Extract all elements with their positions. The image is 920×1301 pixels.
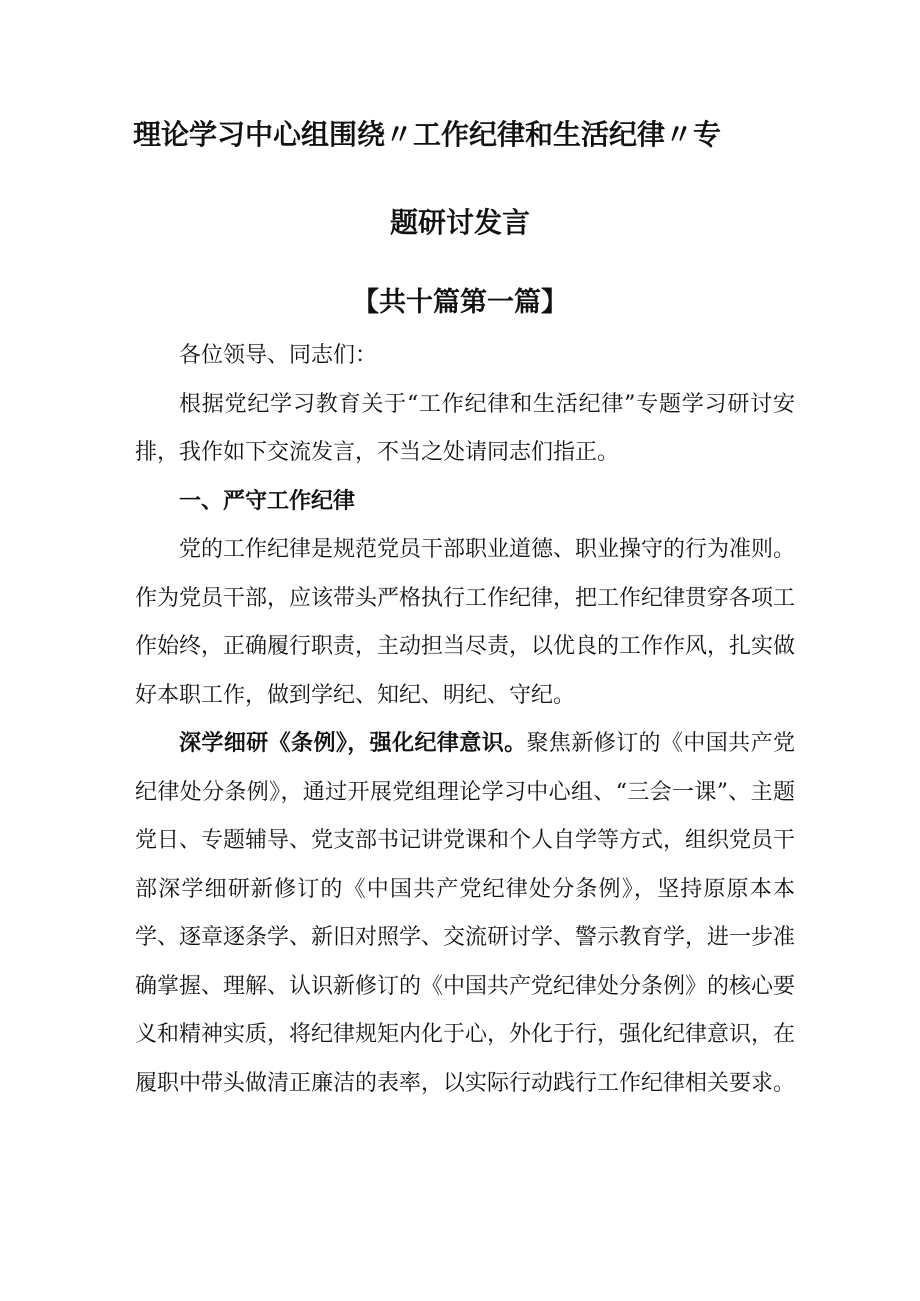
- salutation: 各位领导、同志们：: [179, 343, 378, 368]
- document-title-line-1: 理论学习中心组围绕〃工作纪律和生活纪律〃专: [133, 118, 722, 151]
- intro-paragraph: 根据党纪学习教育关于“工作纪律和生活纪律”专题学习研讨安排，我作如下交流发言，不当之处请同志们指正。: [135, 391, 795, 465]
- paragraph-lead-sentence: 深学细研《条例》，强化纪律意识。: [179, 731, 527, 756]
- document-title-line-2: 题研讨发言: [389, 206, 530, 239]
- paragraph-body-text: 聚焦新修订的《中国共产党纪律处分条例》，通过开展党组理论学习中心组、“三会一课”、主题党日、专题辅导、党支部书记讲党课和个人自学等方式，组织党员干部深学细研新修订的《中国共产党纪律处分条例》，坚持原原本本学、逐章逐条学、新旧对照学、交流研讨学、警示教育学，进一步准确掌握、理解、认识新修订的《中国共产党纪律处分条例》的核心要义和精神实质，将纪律规矩内化于心，外化于行，强化纪律意识，在履职中带头做清正廉洁的表率，以实际行动践行工作纪律相关要求。: [135, 731, 796, 1096]
- section-paragraph-1: 党的工作纪律是规范党员干部职业道德、职业操守的行为准则。作为党员干部，应该带头严格执行工作纪律，把工作纪律贯穿各项工作始终，正确履行职责，主动担当尽责，以优良的工作作风，扎实做好本职工作，做到学纪、知纪、明纪、守纪。: [135, 537, 796, 708]
- section-paragraph-2: [135, 720, 795, 1108]
- section-heading: 一、严守工作纪律: [179, 488, 356, 514]
- document-body: [135, 332, 795, 1108]
- document-subtitle: 【共十篇第一篇】: [352, 287, 568, 318]
